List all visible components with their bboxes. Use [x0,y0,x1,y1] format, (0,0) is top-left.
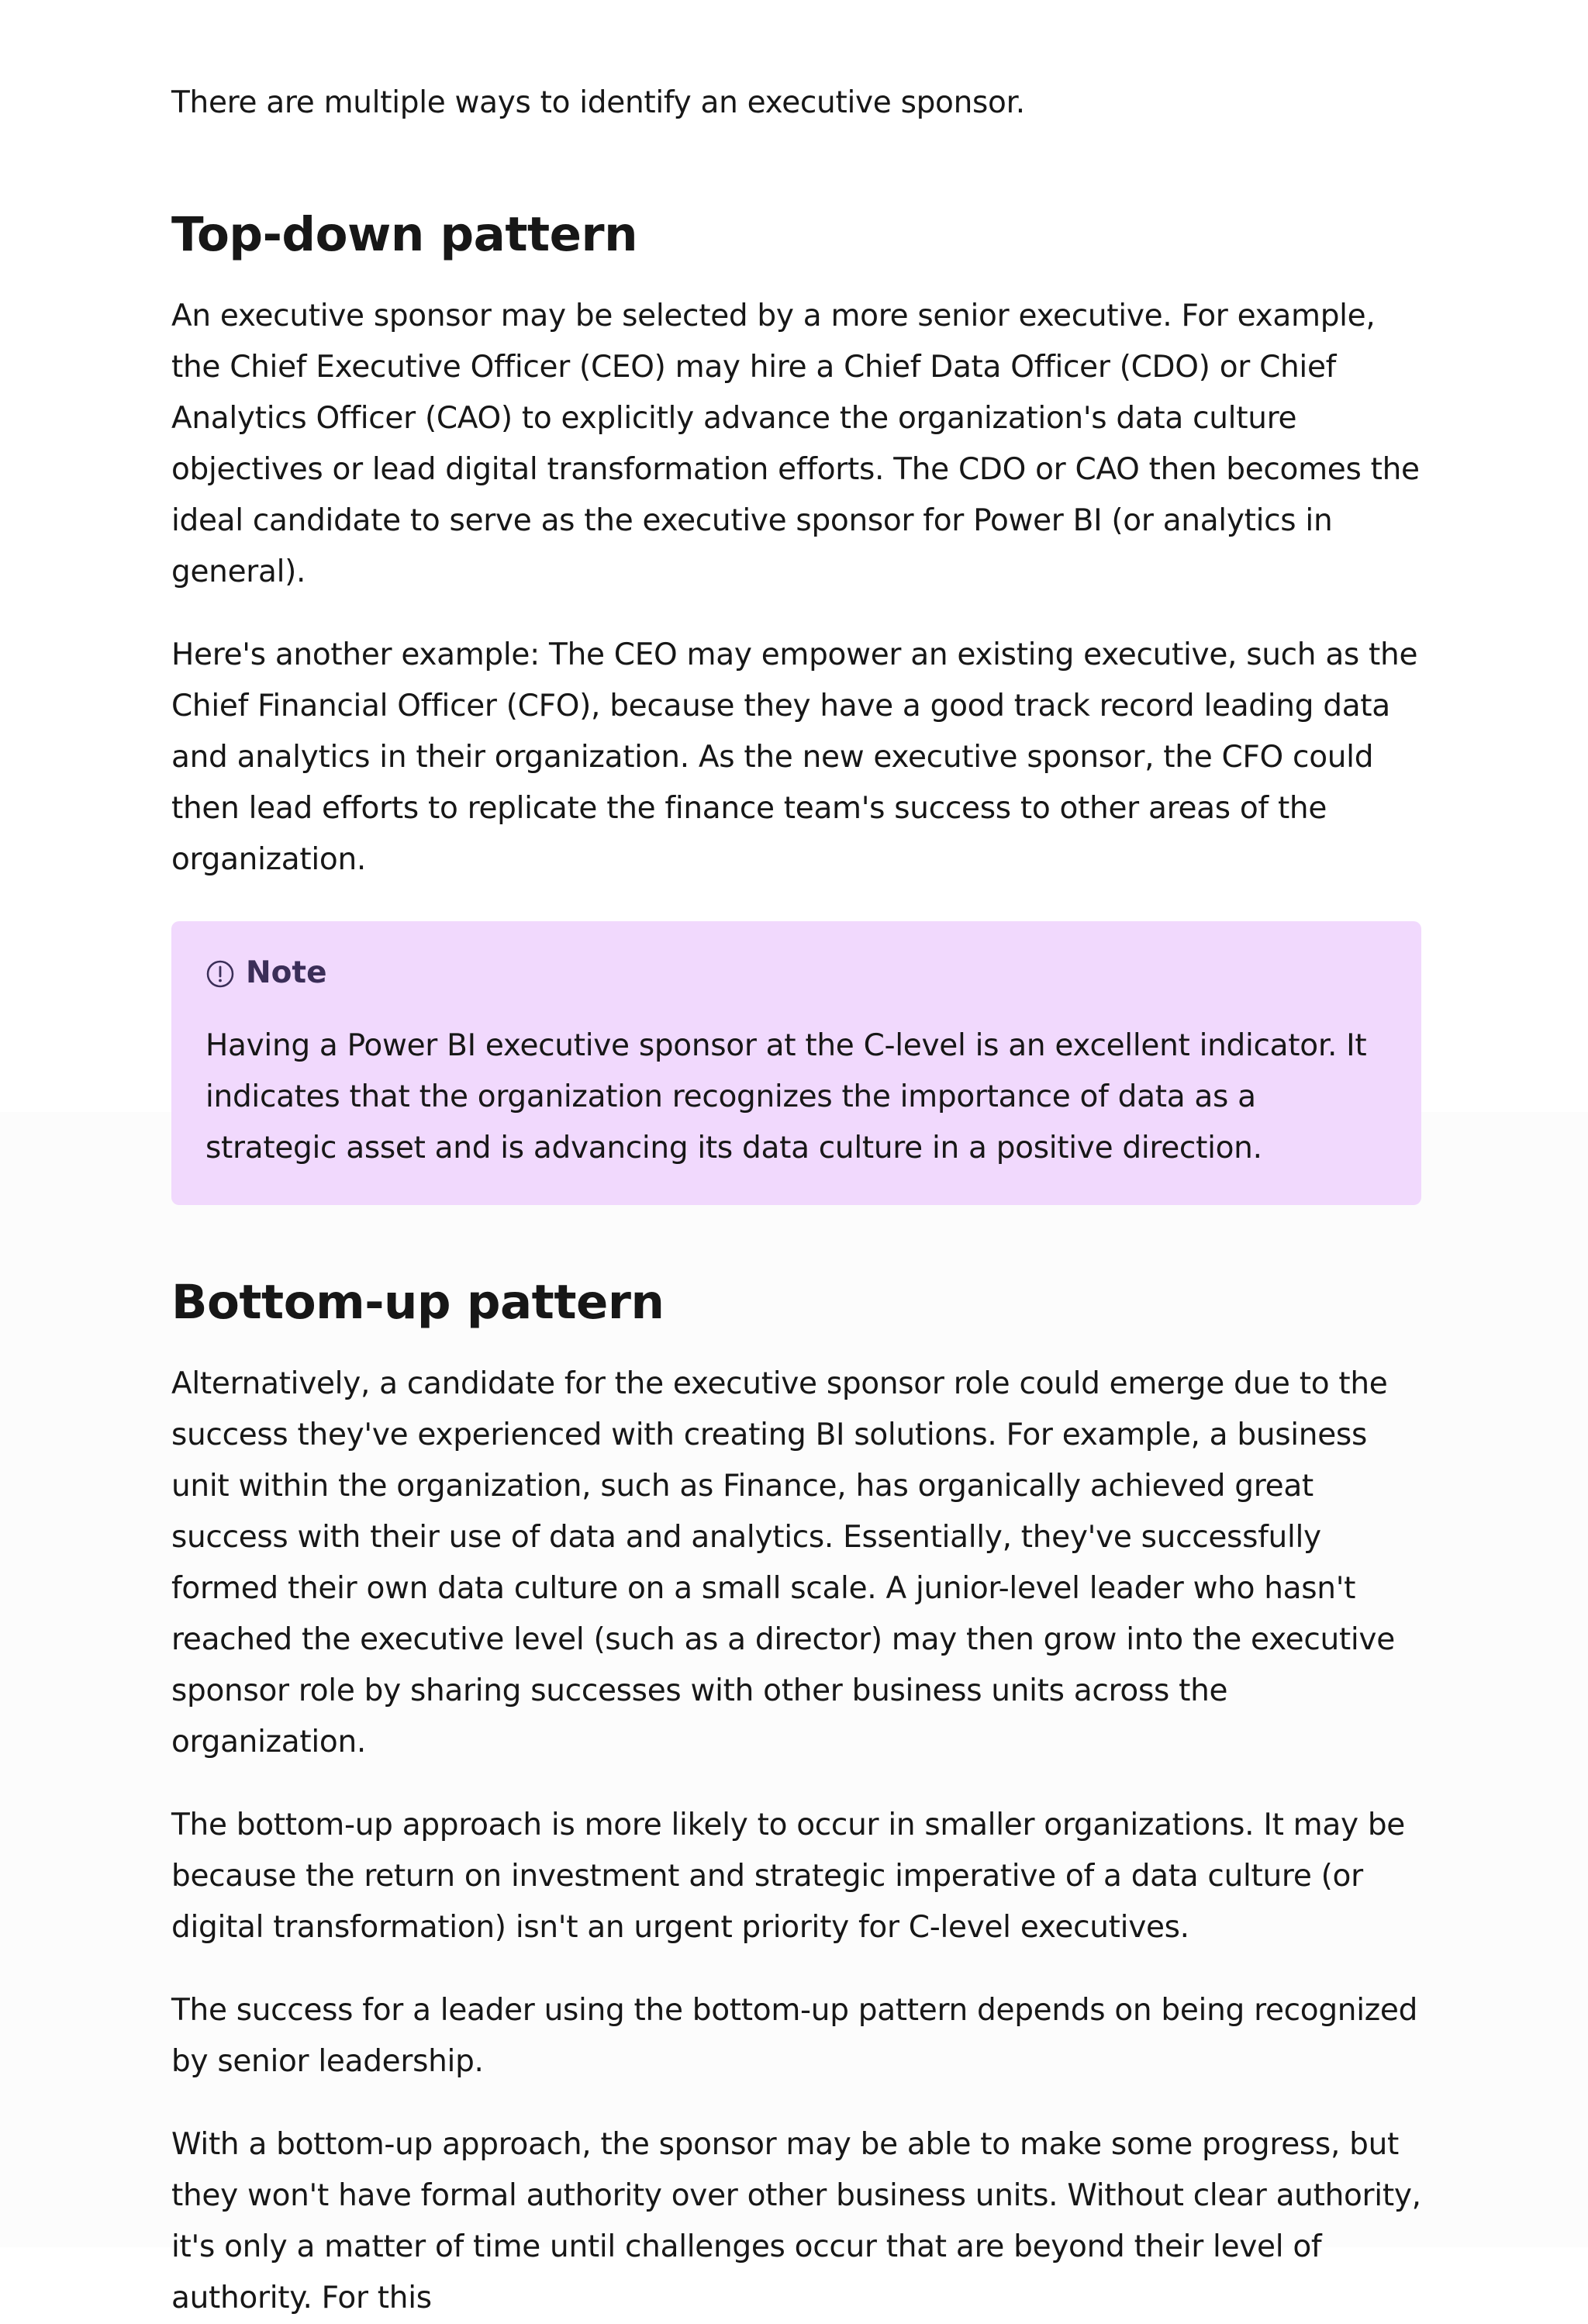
top-down-paragraph-1: An executive sponsor may be selected by a more senior executive. For example, the Chief Executive Officer (CEO) may hire a Chief Data Officer (CDO) or Chief Analytics Officer (CAO) to explicitly advance the organization's data culture objectives or lead digital transformation efforts. The CDO or CAO then becomes the ideal candidate to serve as the executive sponsor for Power BI (or analytics in general). [171,299,1420,589]
top-down-paragraph-2: Here's another example: The CEO may empower an existing executive, such as the Chief Financial Officer (CFO), because they have a good track record leading data and analytics in their organization. As the new executive sponsor, the CFO could then lead efforts to replicate the finance team's success to other areas of the organization. [171,637,1418,877]
bottom-up-paragraph-4: With a bottom-up approach, the sponsor may be able to make some progress, but they won't have formal authority over other business units. Without clear authority, it's only a matter of time until challenges occur that are beyond their level of authority. For this [171,2127,1421,2315]
note-title: Note [246,955,327,990]
bottom-up-paragraph-1: Alternatively, a candidate for the executive sponsor role could emerge due to the success they've experienced with creating BI solutions. For example, a business unit within the organization, such as Finance, has organically achieved great success with their use of data and analytics. Essentially, they've successfully formed their own data culture on a small scale. A junior-level leader who hasn't reached the executive level (such as a director) may then grow into the executive sponsor role by sharing successes with other business units across the organization. [171,1366,1395,1759]
info-circle-icon [205,958,235,988]
intro-paragraph: There are multiple ways to identify an executive sponsor. [171,85,1025,120]
bottom-up-heading: Bottom-up pattern [171,1275,665,1330]
note-callout [171,921,1421,1205]
note-body: Having a Power BI executive sponsor at the C-level is an excellent indicator. It indicates that the organization recognizes the importance of data as a strategic asset and is advancing its data culture in a positive direction. [205,1028,1367,1165]
top-down-heading: Top-down pattern [171,207,638,262]
note-header [205,952,1387,994]
article-content [171,78,1427,2324]
bottom-up-paragraph-2: The bottom-up approach is more likely to occur in smaller organizations. It may be because the return on investment and strategic imperative of a data culture (or digital transformation) isn't an urgent priority for C-level executives. [171,1808,1405,1945]
bottom-up-paragraph-3: The success for a leader using the bottom-up pattern depends on being recognized by senior leadership. [171,1993,1418,2079]
